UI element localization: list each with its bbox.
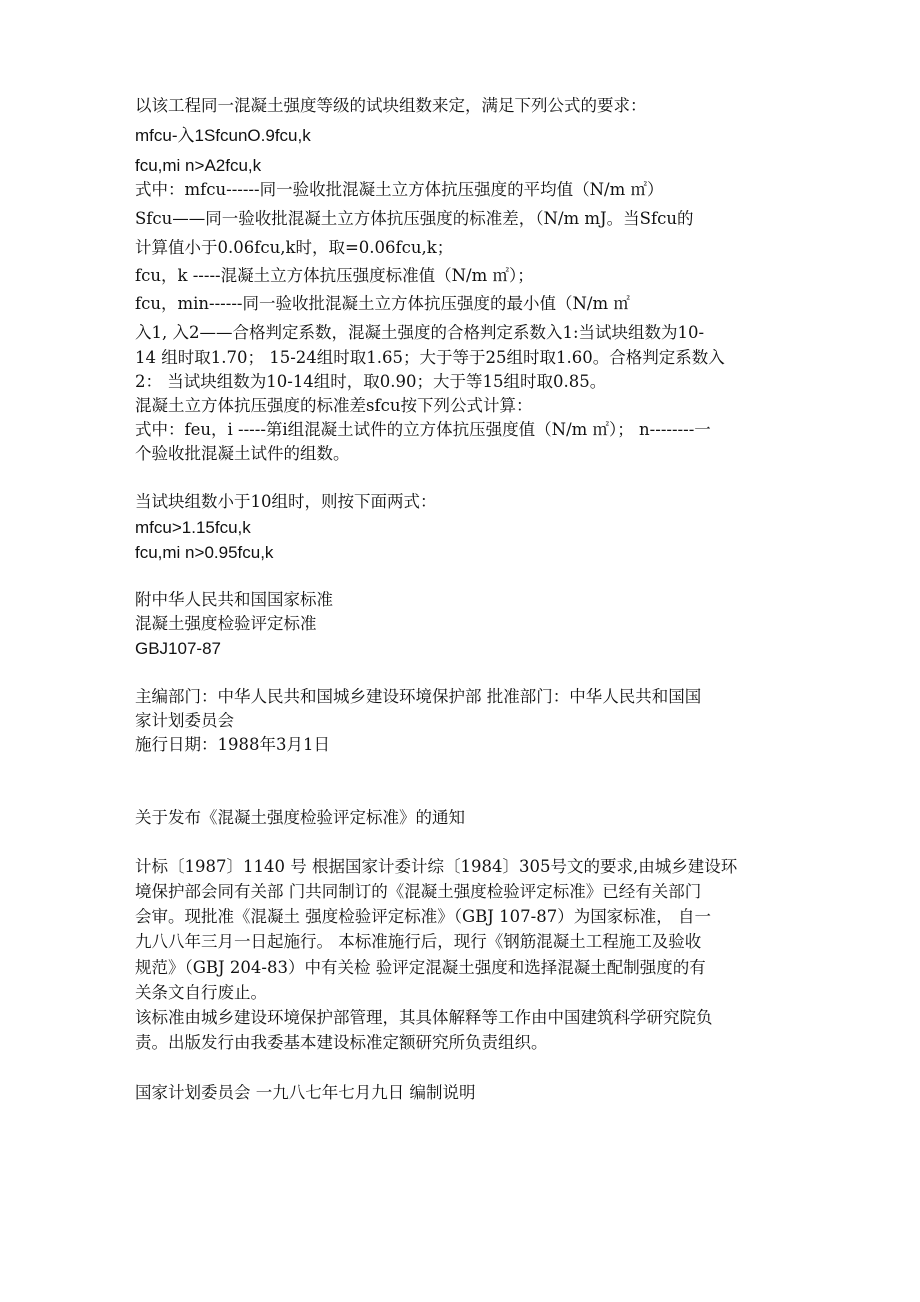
standard-title-line: 混凝土强度检验评定标准 [135, 614, 317, 633]
text-line: 14 组时取1.70； 15-24组时取1.65；大于等于25组时取1.60。合格判定系数入 [135, 348, 725, 367]
notice-title-line: 关于发布《混凝土强度检验评定标准》的通知 [135, 808, 465, 827]
text-line: 规范》（GBJ 204-83）中有关检 验评定混凝土强度和选择混凝土配制强度的有 [135, 958, 706, 977]
text-line: 主编部门：中华人民共和国城乡建设环境保护部 批准部门：中华人民共和国国 [135, 687, 702, 706]
text-line: 责。出版发行由我委基本建设标准定额研究所负责组织。 [135, 1033, 548, 1052]
text-line: 会审。现批准《混凝土 强度检验评定标准》（GBJ 107-87）为国家标准， 自一 [135, 907, 711, 926]
formula-line: fcu,mi n>A2fcu,k [135, 156, 262, 175]
text-line: 境保护部会同有关部 门共同制订的《混凝土强度检验评定标准》已经有关部门 [135, 882, 702, 901]
text-line: 当试块组数小于10组时，则按下面两式： [135, 492, 437, 511]
standard-header-line: 附中华人民共和国国家标准 [135, 590, 333, 609]
text-line: 家计划委员会 [135, 711, 234, 730]
formula-line: fcu,mi n>0.95fcu,k [135, 543, 274, 562]
text-line: 以该工程同一混凝土强度等级的试块组数来定，满足下列公式的要求： [135, 96, 647, 115]
text-line: 关条文自行废止。 [135, 983, 267, 1002]
standard-code-line: GBJ107-87 [135, 639, 221, 658]
text-line: fcu，k -----混凝土立方体抗压强度标准值（N/m ㎡）； [135, 266, 534, 285]
formula-line: mfcu-入1SfcunO.9fcu,k [135, 126, 311, 145]
text-line: 国家计划委员会 一九八七年七月九日 编制说明 [135, 1083, 476, 1102]
text-line: fcu，min------同一验收批混凝土立方体抗压强度的最小值（N/m ㎡ [135, 294, 630, 313]
text-line: 该标准由城乡建设环境保护部管理，其具体解释等工作由中国建筑科学研究院负 [135, 1008, 713, 1027]
text-line: Sfcu——同一验收批混凝土立方体抗压强度的标准差，（N/m mJ。当Sfcu的 [135, 209, 694, 228]
text-line: 计算值小于0.06fcu,k时，取=0.06fcu,k； [135, 238, 454, 257]
text-line: 九八八年三月一日起施行。 本标准施行后，现行《钢筋混凝土工程施工及验收 [135, 932, 702, 951]
text-line: 入1, 入2——合格判定系数，混凝土强度的合格判定系数入1:当试块组数为10- [135, 323, 705, 342]
text-line: 个验收批混凝土试件的组数。 [135, 444, 350, 463]
text-line: 计标〔1987〕1140 号 根据国家计委计综〔1984〕305号文的要求,由城乡建设环 [135, 857, 738, 876]
text-line: 混凝土立方体抗压强度的标准差sfcu按下列公式计算： [135, 396, 533, 415]
formula-line: mfcu>1.15fcu,k [135, 518, 251, 537]
text-line: 施行日期：1988年3月1日 [135, 735, 330, 754]
text-line: 式中：mfcu------同一验收批混凝土立方体抗压强度的平均值（N/m ㎡） [135, 180, 664, 199]
text-line: 式中：feu，i -----第i组混凝土试件的立方体抗压强度值（N/m ㎡）； n--------一 [135, 420, 711, 439]
text-line: 2： 当试块组数为10-14组时，取0.90；大于等15组时取0.85。 [135, 372, 607, 391]
